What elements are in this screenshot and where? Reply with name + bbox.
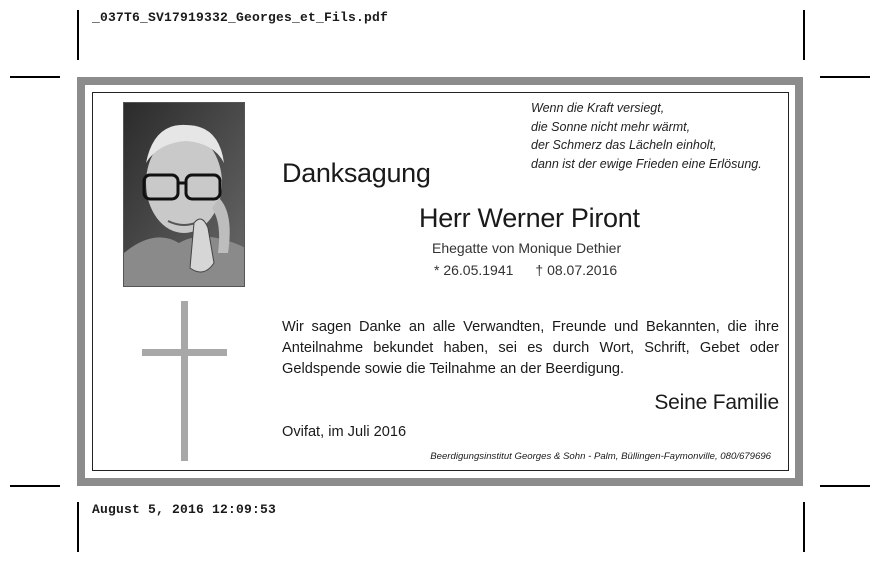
crop-mark-top-right bbox=[803, 10, 805, 60]
cross-vertical-bar bbox=[181, 301, 188, 461]
poem bbox=[531, 99, 762, 173]
poem-line: Wenn die Kraft versiegt, bbox=[531, 101, 665, 115]
portrait-photo bbox=[123, 102, 245, 287]
birth-date: * 26.05.1941 bbox=[434, 262, 514, 278]
crop-mark-top-left bbox=[77, 10, 79, 60]
file-name: _037T6_SV17919332_Georges_et_Fils.pdf bbox=[92, 10, 389, 25]
signature: Seine Familie bbox=[654, 391, 779, 414]
thank-you-message: Wir sagen Danke an alle Verwandten, Freunde und Bekannten, die ihre Anteilnahme bekundet haben, sei es durch Wort, Schrift, Gebet oder Geldspende sowie die Teilnahme an der Beerdigung. bbox=[282, 319, 779, 377]
portrait-image bbox=[124, 103, 245, 287]
spouse-line: Ehegatte von Monique Dethier bbox=[432, 240, 622, 256]
crop-mark-left-upper bbox=[10, 76, 60, 78]
crop-mark-bottom-right bbox=[803, 502, 805, 552]
poem-line: dann ist der ewige Frieden eine Erlösung. bbox=[531, 156, 762, 171]
notice-heading: Danksagung bbox=[282, 158, 431, 188]
place-date: Ovifat, im Juli 2016 bbox=[282, 424, 407, 440]
cross-horizontal-bar bbox=[142, 349, 227, 356]
crop-mark-left-lower bbox=[10, 485, 60, 487]
funeral-home-credit: Beerdigungsinstitut Georges & Sohn - Palm, Büllingen-Faymonville, 080/679696 bbox=[430, 451, 771, 462]
life-dates bbox=[434, 262, 617, 278]
print-timestamp: August 5, 2016 12:09:53 bbox=[92, 502, 277, 517]
death-date: † 08.07.2016 bbox=[535, 262, 618, 278]
crop-mark-right-upper bbox=[820, 76, 870, 78]
poem-line: die Sonne nicht mehr wärmt, bbox=[531, 119, 691, 134]
poem-line: der Schmerz das Lächeln einholt, bbox=[531, 138, 717, 152]
crop-mark-right-lower bbox=[820, 485, 870, 487]
crop-mark-bottom-left bbox=[77, 502, 79, 552]
deceased-name: Herr Werner Piront bbox=[419, 203, 640, 233]
